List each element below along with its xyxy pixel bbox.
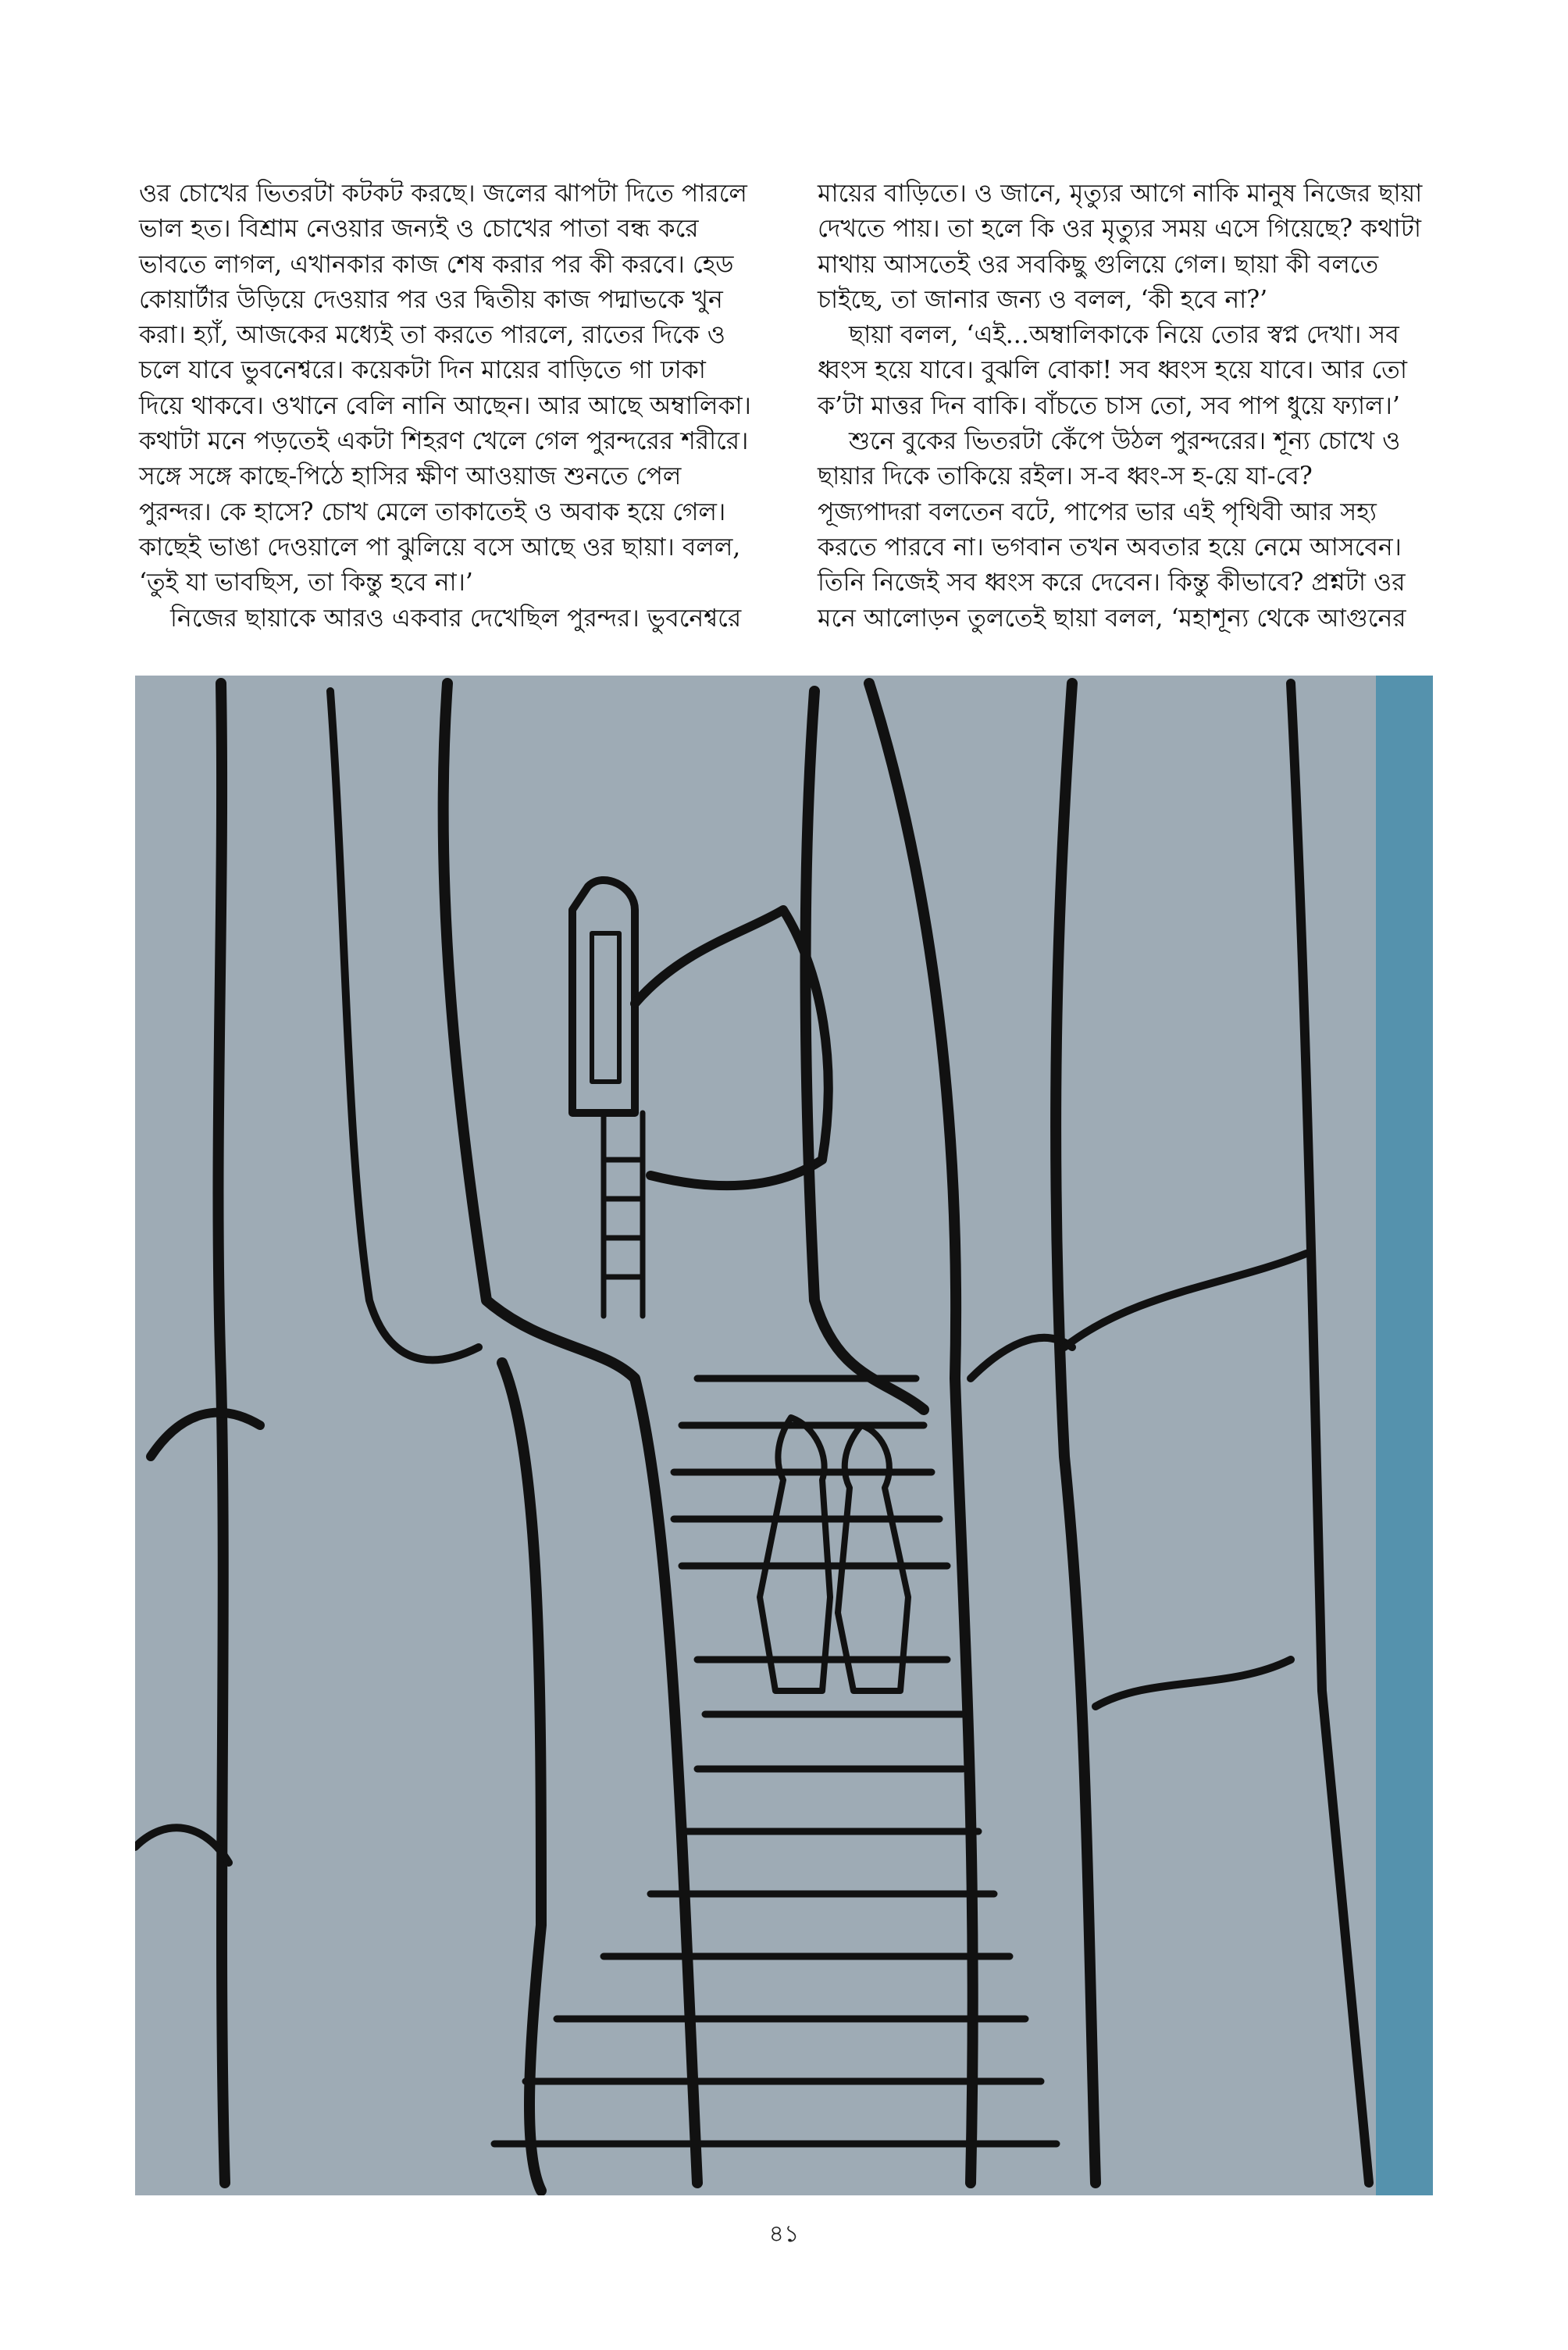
right-rock-crack-2: [1096, 1660, 1291, 1706]
figure-left: [760, 1417, 830, 1691]
left-rock-crack-2: [135, 1828, 229, 1863]
right-rock: [1056, 683, 1096, 2183]
upper-rock: [635, 910, 829, 1186]
right-text-column: [818, 177, 1466, 637]
accent-side-bar: [1376, 676, 1433, 2195]
upper-stairs: [604, 1113, 643, 1316]
left-paragraph-1: ওর চোখের ভিতরটা কটকট করছে। জলের ঝাপটা দিতে পারলে ভাল হত। বিশ্রাম নেওয়ার জন্যই ও চোখের পাতা বন্ধ করে ভাবতে লাগল, এখানকার কাজ শেষ করার পর কী করবে। হেড কোয়ার্টার উড়িয়ে দেওয়ার পর ওর দ্বিতীয় কাজ পদ্মাভকে খুন করা। হ্যাঁ, আজকের মধ্যেই তা করতে পারলে, রাতের দিকে ও চলে যাবে ভুবনেশ্বরে। কয়েকটা দিন মায়ের বাড়িতে গা ঢাকা দিয়ে থাকবে। ওখানে বেলি নানি আছেন। আর আছে অম্বালিকা। কথাটা মনে পড়তেই একটা শিহরণ খেলে গেল পুরন্দরের শরীরে। সঙ্গে সঙ্গে কাছে-পিঠে হাসির ক্ষীণ আওয়াজ শুনতে পেল পুরন্দর। কে হাসে? চোখ মেলে তাকাতেই ও অবাক হয়ে গেল। কাছেই ভাঙা দেওয়ালে পা ঝুলিয়ে বসে আছে ওর ছায়া। বলল, ‘তুই যা ভাবছিস, তা কিন্তু হবে না।’: [139, 180, 751, 597]
left-rock-crack: [151, 1413, 260, 1457]
left-boulder-base: [502, 1363, 541, 2191]
right-paragraph-1: মায়ের বাড়িতে। ও জানে, মৃত্যুর আগে নাকি মানুষ নিজের ছায়া দেখতে পায়। তা হলে কি ওর মৃত্যুর সময় এসে গিয়েছে? কথাটা মাথায় আসতেই ওর সবকিছু গুলিয়ে গেল। ছায়া কী বলতে চাইছে, তা জানার জন্য ও বলল, ‘কী হবে না?’: [818, 180, 1423, 314]
stairway-drawing: [135, 676, 1429, 2195]
left-paragraph-2: নিজের ছায়াকে আরও একবার দেখেছিল পুরন্দর। ভুবনেশ্বরে: [170, 604, 742, 633]
tower-door: [592, 933, 619, 1082]
tower: [572, 880, 635, 1113]
stairway-illustration: [135, 676, 1429, 2195]
right-rock-crack-3: [1064, 1253, 1306, 1347]
right-paragraph-3: শুনে বুকের ভিতরটা কেঁপে উঠল পুরন্দরের। শূন্য চোখে ও ছায়ার দিকে তাকিয়ে রইল। স-ব ধ্বং-স হ-য়ে যা-বে? পূজ্যপাদরা বলতেন বটে, পাপের ভার এই পৃথিবী আর সহ্য করতে পারবে না। ভগবান তখন অবতার হয়ে নেমে আসবেন। তিনি নিজেই সব ধ্বংস করে দেবেন। কিন্তু কীভাবে? প্রশ্নটা ওর মনে আলোড়ন তুলতেই ছায়া বলল, ‘মহাশূন্য থেকে আগুনের: [818, 427, 1406, 633]
page-number: ৪১: [768, 2220, 800, 2248]
left-wall-edge: [218, 683, 225, 2183]
right-paragraph-2: ছায়া বলল, ‘এই...অম্বালিকাকে নিয়ে তোর স্বপ্ন দেখা। সব ধ্বংস হয়ে যাবে। বুঝলি বোকা! সব ধ্বংস হয়ে যাবে। আর তো ক’টা মাত্তর দিন বাকি। বাঁচতে চাস তো, সব পাপ ধুয়ে ফ্যাল।’: [818, 321, 1407, 420]
far-right-edge: [1291, 683, 1369, 2183]
left-text-column: [139, 177, 787, 637]
figure-right: [838, 1425, 908, 1691]
